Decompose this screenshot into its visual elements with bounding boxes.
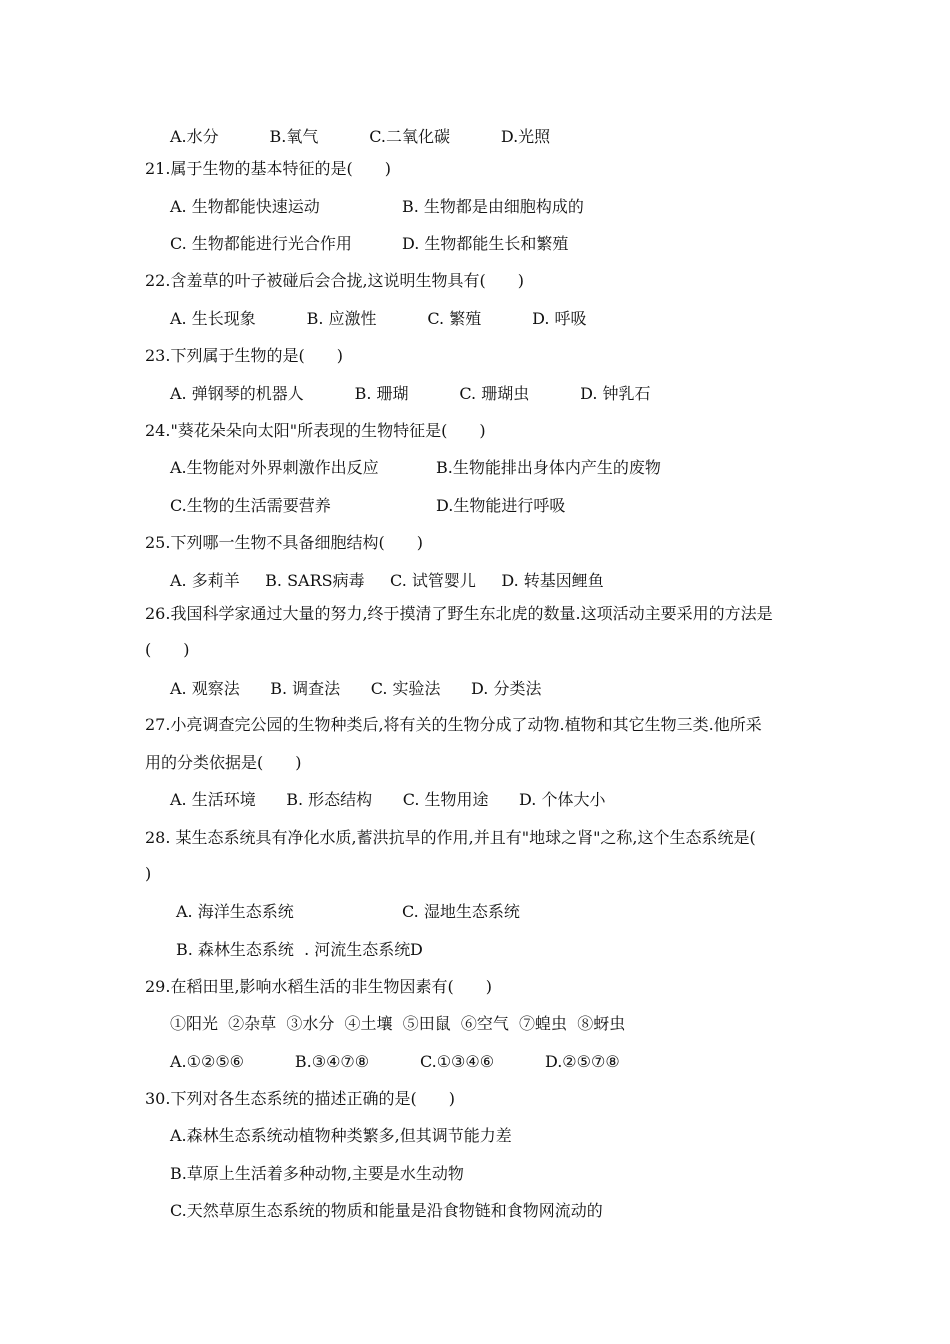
q21-option-d: D. 生物都能生长和繁殖 bbox=[402, 234, 569, 253]
q26-options: A. 观察法 B. 调查法 C. 实验法 D. 分类法 bbox=[170, 679, 542, 698]
q26-stem-line1: 26.我国科学家通过大量的努力,终于摸清了野生东北虎的数量.这项活动主要采用的方法是 bbox=[145, 604, 773, 623]
q25-options: A. 多莉羊 B. SARS病毒 C. 试管婴儿 D. 转基因鲤鱼 bbox=[170, 571, 604, 590]
q28-option-a: A. 海洋生态系统 bbox=[176, 902, 294, 921]
q21-option-b: B. 生物都是由细胞构成的 bbox=[402, 197, 584, 216]
q22-options: A. 生长现象 B. 应激性 C. 繁殖 D. 呼吸 bbox=[170, 309, 587, 328]
q22-stem: 22.含羞草的叶子被碰后会合拢,这说明生物具有( ) bbox=[145, 271, 525, 290]
q25-stem: 25.下列哪一生物不具备细胞结构( ) bbox=[145, 533, 423, 552]
q30-stem: 30.下列对各生态系统的描述正确的是( ) bbox=[145, 1089, 455, 1108]
q28-option-c: C. 湿地生态系统 bbox=[402, 902, 520, 921]
q28-option-d-overlap: D bbox=[410, 940, 423, 959]
q29-items: ①阳光 ②杂草 ③水分 ④土壤 ⑤田鼠 ⑥空气 ⑦蝗虫 ⑧蚜虫 bbox=[170, 1014, 626, 1033]
q24-option-b: B.生物能排出身体内产生的废物 bbox=[436, 458, 661, 477]
q23-stem: 23.下列属于生物的是( ) bbox=[145, 346, 343, 365]
q24-stem: 24."葵花朵朵向太阳"所表现的生物特征是( ) bbox=[145, 421, 486, 440]
q21-stem: 21.属于生物的基本特征的是( ) bbox=[145, 159, 391, 178]
q27-options: A. 生活环境 B. 形态结构 C. 生物用途 D. 个体大小 bbox=[170, 790, 606, 809]
q21-option-a: A. 生物都能快速运动 bbox=[170, 197, 320, 216]
q29-options: A.①②⑤⑥ B.③④⑦⑧ C.①③④⑥ D.②⑤⑦⑧ bbox=[170, 1052, 620, 1071]
q27-stem-line1: 27.小亮调查完公园的生物种类后,将有关的生物分成了动物.植物和其它生物三类.他所采 bbox=[145, 715, 762, 734]
q27-stem-line2: 用的分类依据是( ) bbox=[145, 753, 302, 772]
q30-option-a: A.森林生态系统动植物种类繁多,但其调节能力差 bbox=[170, 1126, 512, 1145]
q30-option-c: C.天然草原生态系统的物质和能量是沿食物链和食物网流动的 bbox=[170, 1201, 603, 1220]
q20-options: A.水分 B.氧气 C.二氧化碳 D.光照 bbox=[170, 127, 551, 146]
q24-option-c: C.生物的生活需要营养 bbox=[170, 496, 331, 515]
q28-stem-line1: 28. 某生态系统具有净化水质,蓄洪抗旱的作用,并且有"地球之肾"之称,这个生态系统是( bbox=[145, 828, 756, 847]
q23-options: A. 弹钢琴的机器人 B. 珊瑚 C. 珊瑚虫 D. 钟乳石 bbox=[170, 384, 651, 403]
q26-stem-line2: ( ) bbox=[145, 640, 190, 659]
q28-options-b-d: B. 森林生态系统 . 河流生态系统 bbox=[176, 940, 411, 959]
q28-stem-line2: ) bbox=[145, 864, 152, 883]
q29-stem: 29.在稻田里,影响水稻生活的非生物因素有( ) bbox=[145, 977, 493, 996]
q21-option-c: C. 生物都能进行光合作用 bbox=[170, 234, 352, 253]
q24-option-a: A.生物能对外界刺激作出反应 bbox=[170, 458, 379, 477]
q24-option-d: D.生物能进行呼吸 bbox=[436, 496, 566, 515]
q30-option-b: B.草原上生活着多种动物,主要是水生动物 bbox=[170, 1164, 464, 1183]
